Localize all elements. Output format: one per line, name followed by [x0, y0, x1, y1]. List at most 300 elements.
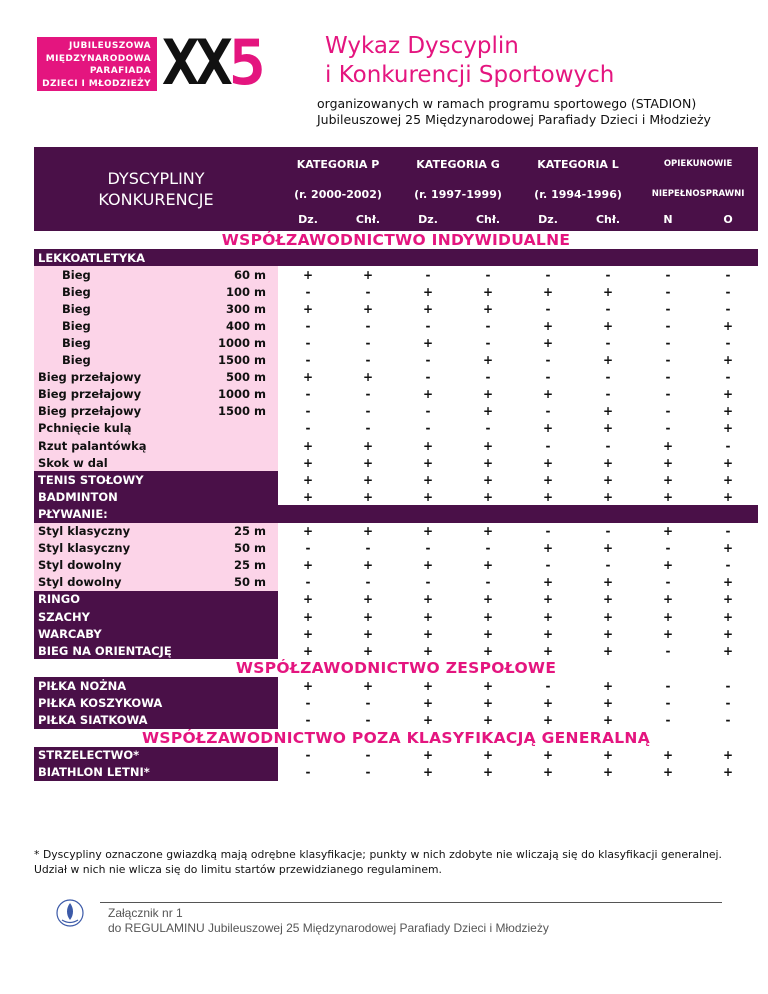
discipline-row — [34, 334, 758, 351]
eligibility-cell: - — [725, 524, 731, 539]
eligibility-cell: + — [603, 643, 614, 658]
eligibility-cell: - — [365, 387, 371, 402]
header-category-p: KATEGORIA P — [278, 147, 398, 181]
eligibility-cell: - — [665, 695, 671, 710]
eligibility-cell: + — [603, 541, 614, 556]
eligibility-cell: + — [603, 678, 614, 693]
eligibility-cell: - — [425, 404, 431, 419]
discipline-name — [34, 764, 278, 781]
header-category-l: KATEGORIA L — [518, 147, 638, 181]
eligibility-cell: + — [302, 370, 314, 385]
discipline-row — [34, 642, 758, 659]
eligibility-cell: + — [663, 558, 674, 573]
discipline-distance: 400 m — [226, 318, 267, 333]
discipline-label: PIŁKA SIATKOWA — [38, 712, 148, 727]
header-sub-2: Dz. — [398, 207, 458, 231]
discipline-distance: 60 m — [234, 267, 267, 282]
eligibility-cell: + — [723, 765, 734, 780]
discipline-label: PIŁKA KOSZYKOWA — [38, 695, 163, 710]
discipline-label: BADMINTON — [38, 489, 118, 504]
title-line-1: Wykaz Dyscyplin — [325, 33, 519, 59]
discipline-row — [34, 283, 758, 300]
discipline-label: TENIS STOŁOWY — [38, 472, 144, 487]
eligibility-cell: + — [543, 489, 554, 504]
discipline-name — [34, 711, 278, 728]
eligibility-cell: - — [485, 541, 491, 556]
eligibility-cell: - — [545, 524, 551, 539]
eligibility-cell: + — [362, 455, 374, 470]
discipline-label: SZACHY — [38, 609, 90, 624]
eligibility-cell: + — [603, 626, 614, 641]
eligibility-cell: - — [365, 695, 371, 710]
header-range-l: (r. 1994-1996) — [518, 181, 638, 207]
discipline-name — [34, 471, 278, 488]
discipline-distance: 25 m — [234, 558, 267, 573]
discipline-row — [34, 540, 758, 557]
discipline-row — [34, 266, 758, 283]
eligibility-cell: + — [302, 592, 314, 607]
header-range-disabled: NIEPEŁNOSPRAWNI — [638, 181, 758, 207]
logo-line: JUBILEUSZOWA — [68, 41, 151, 51]
discipline-name — [34, 488, 278, 505]
section-title-row — [34, 659, 758, 677]
eligibility-cell: + — [482, 404, 494, 419]
discipline-row — [34, 677, 758, 694]
eligibility-cell: + — [302, 524, 314, 539]
group-label-text: PŁYWANIE: — [38, 506, 108, 521]
eligibility-cell: + — [603, 609, 614, 624]
eligibility-cell: + — [663, 765, 674, 780]
eligibility-cell: - — [425, 421, 431, 436]
eligibility-cell: + — [482, 748, 494, 763]
discipline-distance: 300 m — [226, 301, 267, 316]
eligibility-cell: + — [723, 318, 734, 333]
discipline-name — [34, 677, 278, 694]
eligibility-cell: + — [422, 712, 434, 727]
parafiada-seal-icon — [56, 898, 84, 928]
eligibility-cell: + — [603, 404, 614, 419]
eligibility-cell: - — [725, 370, 731, 385]
eligibility-cell: - — [665, 421, 671, 436]
eligibility-cell: - — [305, 284, 311, 299]
eligibility-cell: + — [422, 592, 434, 607]
annex-line-2: do REGULAMINU Jubileuszowej 25 Międzynarodowej Parafiady Dzieci i Młodzieży — [108, 921, 549, 935]
eligibility-cell: - — [665, 575, 671, 590]
eligibility-cell: - — [485, 318, 491, 333]
eligibility-cell: + — [362, 438, 374, 453]
eligibility-cell: + — [603, 575, 614, 590]
discipline-distance: 1500 m — [218, 404, 267, 419]
logo-mark: XX5 — [162, 26, 262, 99]
eligibility-cell: - — [485, 575, 491, 590]
eligibility-cell: + — [663, 438, 674, 453]
eligibility-cell: + — [482, 712, 494, 727]
header-sub-7: O — [698, 207, 758, 231]
eligibility-cell: + — [362, 626, 374, 641]
discipline-name — [34, 283, 278, 300]
discipline-row — [34, 764, 758, 781]
disciplines-table — [34, 147, 758, 781]
eligibility-cell: - — [545, 301, 551, 316]
eligibility-cell: + — [362, 524, 374, 539]
discipline-label: BIATHLON LETNI* — [38, 765, 150, 780]
discipline-name — [34, 574, 278, 591]
eligibility-cell: - — [305, 387, 311, 402]
eligibility-cell: + — [543, 626, 554, 641]
eligibility-cell: + — [543, 609, 554, 624]
footnote: * Dyscypliny oznaczone gwiazdką mają odrębne klasyfikacje; punkty w nich zdobyte nie wliczają się do klasyfikacji generalnej. Udział w nich nie wlicza się do limitu startów przewidzianego regulaminem. — [34, 848, 722, 876]
eligibility-cell: - — [545, 558, 551, 573]
eligibility-cell: - — [305, 541, 311, 556]
eligibility-cell: - — [665, 301, 671, 316]
logo-line: MIĘDZYNARODOWA — [45, 53, 151, 64]
eligibility-cell: + — [603, 318, 614, 333]
header-corner: DYSCYPLINY KONKURENCJE — [34, 147, 278, 231]
eligibility-cell: + — [302, 626, 314, 641]
eligibility-cell: + — [422, 301, 434, 316]
annex-note — [108, 906, 549, 936]
eligibility-cell: + — [422, 695, 434, 710]
eligibility-cell: + — [543, 336, 554, 351]
eligibility-cell: + — [422, 284, 434, 299]
eligibility-cell: + — [723, 387, 734, 402]
eligibility-cell: - — [605, 301, 611, 316]
eligibility-cell: + — [723, 626, 734, 641]
discipline-label: Styl klasyczny — [38, 541, 131, 556]
eligibility-cell: + — [422, 438, 434, 453]
discipline-label: Bieg — [62, 284, 91, 299]
eligibility-cell: + — [723, 489, 734, 504]
eligibility-cell: - — [365, 748, 371, 763]
eligibility-cell: - — [425, 370, 431, 385]
eligibility-cell: + — [543, 541, 554, 556]
eligibility-cell: + — [302, 558, 314, 573]
eligibility-cell: - — [365, 353, 371, 368]
discipline-name — [34, 454, 278, 471]
eligibility-cell: + — [482, 284, 494, 299]
logo-line: DZIECI I MŁODZIEŻY — [42, 78, 151, 89]
group-bar-row — [34, 249, 758, 266]
discipline-name — [34, 352, 278, 369]
discipline-label: Bieg przełajowy — [38, 404, 142, 419]
eligibility-cell: - — [305, 575, 311, 590]
eligibility-cell: - — [365, 404, 371, 419]
eligibility-cell: - — [365, 712, 371, 727]
eligibility-cell: + — [362, 592, 374, 607]
eligibility-cell: - — [725, 678, 731, 693]
eligibility-cell: - — [725, 558, 731, 573]
eligibility-cell: + — [723, 592, 734, 607]
header-sub-5: Chł. — [578, 207, 638, 231]
eligibility-cell: - — [545, 353, 551, 368]
eligibility-cell: - — [365, 318, 371, 333]
eligibility-cell: + — [422, 765, 434, 780]
discipline-name — [34, 437, 278, 454]
eligibility-cell: + — [663, 455, 674, 470]
eligibility-cell: + — [543, 421, 554, 436]
eligibility-cell: - — [665, 267, 671, 282]
eligibility-cell: + — [482, 438, 494, 453]
eligibility-cell: - — [365, 765, 371, 780]
discipline-row — [34, 747, 758, 764]
header-category-g: KATEGORIA G — [398, 147, 518, 181]
eligibility-cell: + — [543, 472, 554, 487]
discipline-name — [34, 369, 278, 386]
eligibility-cell: - — [485, 421, 491, 436]
subtitle-line-1: organizowanych w ramach programu sportowego (STADION) — [317, 96, 697, 111]
discipline-row — [34, 420, 758, 437]
eligibility-cell: + — [362, 678, 374, 693]
eligibility-cell: + — [603, 592, 614, 607]
discipline-name — [34, 608, 278, 625]
discipline-distance: 50 m — [234, 541, 267, 556]
section-title-row — [34, 729, 758, 747]
eligibility-cell: + — [482, 678, 494, 693]
discipline-label: Bieg przełajowy — [38, 387, 142, 402]
discipline-name — [34, 557, 278, 574]
eligibility-cell: + — [663, 472, 674, 487]
eligibility-cell: + — [422, 609, 434, 624]
discipline-distance: 100 m — [226, 284, 267, 299]
eligibility-cell: - — [605, 524, 611, 539]
eligibility-cell: + — [482, 301, 494, 316]
header-range-g: (r. 1997-1999) — [398, 181, 518, 207]
eligibility-cell: - — [305, 336, 311, 351]
eligibility-cell: + — [723, 643, 734, 658]
eligibility-cell: - — [725, 301, 731, 316]
discipline-label: STRZELECTWO* — [38, 748, 140, 763]
discipline-label: Bieg — [62, 301, 91, 316]
eligibility-cell: + — [302, 301, 314, 316]
eligibility-cell: + — [543, 748, 554, 763]
discipline-label: PIŁKA NOŻNA — [38, 678, 127, 693]
eligibility-cell: + — [603, 765, 614, 780]
discipline-row — [34, 369, 758, 386]
eligibility-cell: + — [422, 489, 434, 504]
eligibility-cell: + — [663, 524, 674, 539]
discipline-name — [34, 300, 278, 317]
discipline-name — [34, 403, 278, 420]
eligibility-cell: + — [482, 626, 494, 641]
eligibility-cell: - — [425, 318, 431, 333]
discipline-label: Skok w dal — [38, 455, 108, 470]
eligibility-cell: + — [603, 421, 614, 436]
discipline-name — [34, 747, 278, 764]
eligibility-cell: - — [725, 438, 731, 453]
eligibility-cell: + — [422, 678, 434, 693]
eligibility-cell: + — [422, 748, 434, 763]
eligibility-cell: - — [545, 678, 551, 693]
eligibility-cell: + — [663, 609, 674, 624]
eligibility-cell: - — [665, 541, 671, 556]
eligibility-cell: - — [425, 575, 431, 590]
eligibility-cell: + — [482, 489, 494, 504]
discipline-distance: 1500 m — [218, 353, 267, 368]
eligibility-cell: + — [302, 438, 314, 453]
eligibility-cell: + — [603, 455, 614, 470]
group-label-text: LEKKOATLETYKA — [38, 250, 145, 265]
eligibility-cell: - — [725, 695, 731, 710]
eligibility-cell: + — [543, 592, 554, 607]
header-sub-1: Chł. — [338, 207, 398, 231]
eligibility-cell: - — [725, 284, 731, 299]
discipline-name — [34, 591, 278, 608]
eligibility-cell: + — [603, 284, 614, 299]
eligibility-cell: + — [482, 765, 494, 780]
header-sub-6: N — [638, 207, 698, 231]
eligibility-cell: + — [663, 748, 674, 763]
eligibility-cell: + — [543, 387, 554, 402]
subtitle-line-2: Jubileuszowej 25 Międzynarodowej Parafiady Dzieci i Młodzieży — [317, 112, 711, 127]
discipline-name — [34, 317, 278, 334]
eligibility-cell: + — [482, 695, 494, 710]
section-title: WSPÓŁZAWODNICTWO ZESPOŁOWE — [34, 659, 758, 677]
eligibility-cell: - — [605, 336, 611, 351]
eligibility-cell: - — [545, 370, 551, 385]
eligibility-cell: - — [305, 748, 311, 763]
eligibility-cell: + — [362, 472, 374, 487]
eligibility-cell: + — [362, 489, 374, 504]
eligibility-cell: + — [543, 712, 554, 727]
eligibility-cell: - — [665, 387, 671, 402]
eligibility-cell: + — [422, 472, 434, 487]
eligibility-cell: - — [665, 712, 671, 727]
header-sub-3: Chł. — [458, 207, 518, 231]
discipline-row — [34, 300, 758, 317]
eligibility-cell: - — [485, 370, 491, 385]
eligibility-cell: - — [605, 438, 611, 453]
eligibility-cell: + — [543, 695, 554, 710]
section-title: WSPÓŁZAWODNICTWO POZA KLASYFIKACJĄ GENERALNĄ — [34, 729, 758, 747]
eligibility-cell: + — [723, 353, 734, 368]
eligibility-cell: - — [305, 695, 311, 710]
section-title-row — [34, 231, 758, 249]
eligibility-cell: + — [482, 472, 494, 487]
discipline-row — [34, 437, 758, 454]
page-subtitle — [317, 96, 711, 128]
eligibility-cell: - — [425, 267, 431, 282]
group-label — [34, 505, 758, 522]
eligibility-cell: + — [482, 609, 494, 624]
eligibility-cell: - — [365, 284, 371, 299]
discipline-name — [34, 266, 278, 283]
eligibility-cell: + — [723, 472, 734, 487]
eligibility-cell: + — [543, 318, 554, 333]
discipline-distance: 50 m — [234, 575, 267, 590]
eligibility-cell: - — [605, 558, 611, 573]
eligibility-cell: + — [543, 765, 554, 780]
discipline-name — [34, 642, 278, 659]
footer-divider — [100, 902, 722, 903]
eligibility-cell: + — [422, 455, 434, 470]
eligibility-cell: + — [663, 592, 674, 607]
eligibility-cell: - — [485, 267, 491, 282]
eligibility-cell: - — [605, 387, 611, 402]
discipline-name — [34, 694, 278, 711]
eligibility-cell: + — [302, 643, 314, 658]
eligibility-cell: + — [603, 695, 614, 710]
eligibility-cell: + — [302, 455, 314, 470]
eligibility-cell: - — [665, 643, 671, 658]
discipline-label: Styl dowolny — [38, 558, 122, 573]
eligibility-cell: + — [543, 284, 554, 299]
discipline-label: WARCABY — [38, 626, 102, 641]
eligibility-cell: - — [305, 712, 311, 727]
eligibility-cell: + — [723, 748, 734, 763]
eligibility-cell: + — [482, 592, 494, 607]
discipline-row — [34, 694, 758, 711]
eligibility-cell: + — [723, 609, 734, 624]
eligibility-cell: - — [665, 678, 671, 693]
eligibility-cell: + — [302, 267, 314, 282]
eligibility-cell: + — [362, 609, 374, 624]
eligibility-cell: + — [302, 489, 314, 504]
eligibility-cell: - — [365, 575, 371, 590]
logo-badge — [37, 37, 157, 91]
eligibility-cell: + — [422, 336, 434, 351]
eligibility-cell: + — [362, 301, 374, 316]
page-title — [325, 32, 614, 90]
eligibility-cell: - — [545, 438, 551, 453]
discipline-name — [34, 625, 278, 642]
eligibility-cell: + — [603, 748, 614, 763]
discipline-distance: 500 m — [226, 370, 267, 385]
eligibility-cell: - — [665, 370, 671, 385]
discipline-name — [34, 386, 278, 403]
discipline-label: BIEG NA ORIENTACJĘ — [38, 643, 172, 658]
eligibility-cell: - — [365, 336, 371, 351]
eligibility-cell: - — [365, 421, 371, 436]
eligibility-cell: + — [603, 472, 614, 487]
eligibility-cell: - — [665, 284, 671, 299]
eligibility-cell: + — [362, 558, 374, 573]
discipline-label: Bieg — [62, 353, 91, 368]
discipline-label: Styl klasyczny — [38, 524, 131, 539]
eligibility-cell: + — [422, 524, 434, 539]
discipline-row — [34, 591, 758, 608]
eligibility-cell: - — [605, 370, 611, 385]
discipline-row — [34, 403, 758, 420]
discipline-name — [34, 540, 278, 557]
group-label — [34, 249, 758, 266]
eligibility-cell: - — [305, 404, 311, 419]
eligibility-cell: + — [723, 541, 734, 556]
discipline-label: Bieg — [62, 267, 91, 282]
eligibility-cell: + — [482, 387, 494, 402]
eligibility-cell: - — [725, 336, 731, 351]
header-sub-0: Dz. — [278, 207, 338, 231]
header-sub-4: Dz. — [518, 207, 578, 231]
discipline-name — [34, 334, 278, 351]
eligibility-cell: + — [723, 404, 734, 419]
eligibility-cell: + — [362, 643, 374, 658]
eligibility-cell: + — [663, 626, 674, 641]
eligibility-cell: + — [482, 353, 494, 368]
discipline-label: Rzut palantówką — [38, 438, 147, 453]
eligibility-cell: + — [422, 387, 434, 402]
eligibility-cell: + — [362, 370, 374, 385]
header-range-p: (r. 2000-2002) — [278, 181, 398, 207]
section-title: WSPÓŁZAWODNICTWO INDYWIDUALNE — [34, 231, 758, 249]
eligibility-cell: - — [425, 353, 431, 368]
discipline-row — [34, 386, 758, 403]
eligibility-cell: - — [545, 404, 551, 419]
eligibility-cell: + — [543, 575, 554, 590]
eligibility-cell: + — [543, 455, 554, 470]
discipline-label: Bieg — [62, 336, 91, 351]
eligibility-cell: + — [422, 626, 434, 641]
discipline-distance: 1000 m — [218, 336, 267, 351]
